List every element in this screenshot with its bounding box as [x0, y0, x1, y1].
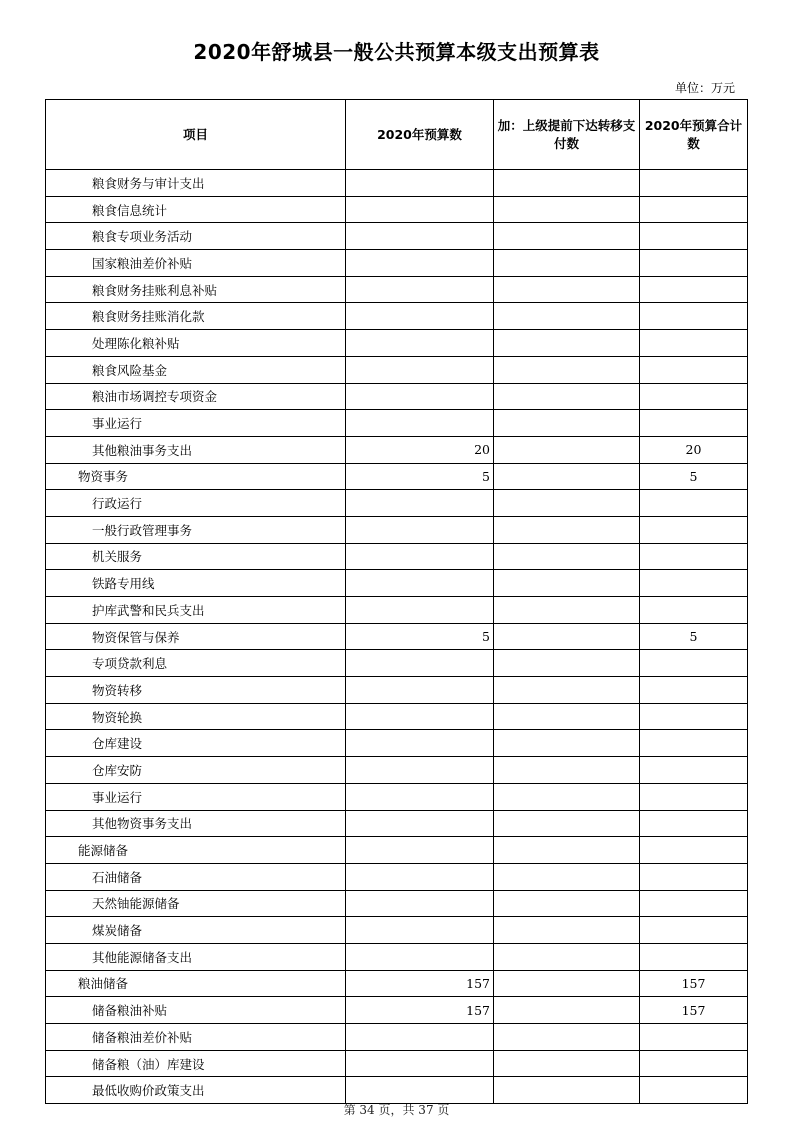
cell-item: 物资事务	[46, 463, 346, 490]
cell-budget	[346, 330, 494, 357]
cell-item: 事业运行	[46, 410, 346, 437]
cell-item: 天然铀能源储备	[46, 890, 346, 917]
cell-item: 最低收购价政策支出	[46, 1077, 346, 1104]
unit-label: 单位：万元	[674, 81, 735, 95]
cell-budget	[346, 650, 494, 677]
table-row	[46, 757, 748, 784]
cell-transfer	[494, 730, 640, 757]
cell-item: 护库武警和民兵支出	[46, 597, 346, 624]
table-row	[46, 463, 748, 490]
table-row	[46, 570, 748, 597]
cell-budget	[346, 196, 494, 223]
cell-item: 事业运行	[46, 783, 346, 810]
cell-total	[640, 410, 748, 437]
cell-transfer	[494, 1077, 640, 1104]
cell-budget: 157	[346, 970, 494, 997]
cell-budget	[346, 917, 494, 944]
cell-total	[640, 943, 748, 970]
cell-total	[640, 917, 748, 944]
table-row	[46, 516, 748, 543]
cell-budget	[346, 170, 494, 197]
cell-transfer	[494, 490, 640, 517]
cell-transfer	[494, 330, 640, 357]
budget-table	[45, 99, 748, 1104]
header-item: 项目	[46, 100, 346, 170]
cell-total: 20	[640, 436, 748, 463]
cell-item: 其他能源储备支出	[46, 943, 346, 970]
cell-total	[640, 383, 748, 410]
cell-total	[640, 757, 748, 784]
cell-budget	[346, 943, 494, 970]
cell-budget	[346, 890, 494, 917]
cell-budget: 20	[346, 436, 494, 463]
cell-transfer	[494, 863, 640, 890]
cell-budget	[346, 516, 494, 543]
cell-item: 能源储备	[46, 837, 346, 864]
cell-item: 仓库安防	[46, 757, 346, 784]
cell-budget	[346, 837, 494, 864]
cell-total	[640, 677, 748, 704]
cell-item: 储备粮油差价补贴	[46, 1024, 346, 1051]
cell-transfer	[494, 757, 640, 784]
cell-budget	[346, 783, 494, 810]
cell-total	[640, 490, 748, 517]
cell-budget	[346, 543, 494, 570]
header-budget: 2020年预算数	[346, 100, 494, 170]
cell-total	[640, 730, 748, 757]
table-row	[46, 890, 748, 917]
table-row	[46, 650, 748, 677]
table-row	[46, 330, 748, 357]
cell-transfer	[494, 1050, 640, 1077]
table-row	[46, 170, 748, 197]
table-row	[46, 1077, 748, 1104]
table-row	[46, 810, 748, 837]
cell-item: 粮食风险基金	[46, 356, 346, 383]
cell-budget	[346, 810, 494, 837]
cell-item: 物资转移	[46, 677, 346, 704]
cell-item: 物资轮换	[46, 703, 346, 730]
cell-transfer	[494, 650, 640, 677]
cell-transfer	[494, 543, 640, 570]
cell-item: 粮油市场调控专项资金	[46, 383, 346, 410]
cell-total	[640, 1077, 748, 1104]
cell-budget	[346, 383, 494, 410]
cell-item: 物资保管与保养	[46, 623, 346, 650]
cell-total	[640, 223, 748, 250]
cell-transfer	[494, 703, 640, 730]
cell-item: 粮食专项业务活动	[46, 223, 346, 250]
cell-item: 国家粮油差价补贴	[46, 250, 346, 277]
table-row	[46, 677, 748, 704]
cell-transfer	[494, 516, 640, 543]
cell-budget: 5	[346, 623, 494, 650]
cell-item: 仓库建设	[46, 730, 346, 757]
cell-budget: 5	[346, 463, 494, 490]
cell-budget	[346, 276, 494, 303]
cell-transfer	[494, 410, 640, 437]
cell-item: 粮食财务挂账消化款	[46, 303, 346, 330]
cell-total	[640, 810, 748, 837]
cell-item: 粮油储备	[46, 970, 346, 997]
cell-item: 储备粮（油）库建设	[46, 1050, 346, 1077]
cell-item: 处理陈化粮补贴	[46, 330, 346, 357]
cell-total	[640, 303, 748, 330]
cell-item: 一般行政管理事务	[46, 516, 346, 543]
cell-item: 其他粮油事务支出	[46, 436, 346, 463]
table-row	[46, 303, 748, 330]
table-row	[46, 970, 748, 997]
table-row	[46, 730, 748, 757]
cell-item: 粮食信息统计	[46, 196, 346, 223]
cell-transfer	[494, 783, 640, 810]
table-row	[46, 356, 748, 383]
cell-total	[640, 703, 748, 730]
cell-budget	[346, 1024, 494, 1051]
cell-transfer	[494, 623, 640, 650]
cell-total	[640, 250, 748, 277]
table-row	[46, 436, 748, 463]
cell-total	[640, 570, 748, 597]
table-row	[46, 223, 748, 250]
cell-total: 5	[640, 463, 748, 490]
cell-transfer	[494, 997, 640, 1024]
cell-item: 粮食财务与审计支出	[46, 170, 346, 197]
cell-item: 石油储备	[46, 863, 346, 890]
cell-total	[640, 783, 748, 810]
cell-total	[640, 356, 748, 383]
cell-budget	[346, 303, 494, 330]
cell-budget	[346, 223, 494, 250]
cell-transfer	[494, 570, 640, 597]
cell-total	[640, 837, 748, 864]
table-row	[46, 703, 748, 730]
header-total: 2020年预算合计数	[640, 100, 748, 170]
table-header-row	[46, 100, 748, 170]
cell-transfer	[494, 463, 640, 490]
table-row	[46, 276, 748, 303]
cell-transfer	[494, 196, 640, 223]
table-row	[46, 837, 748, 864]
table-row	[46, 250, 748, 277]
cell-item: 行政运行	[46, 490, 346, 517]
cell-budget	[346, 1050, 494, 1077]
cell-transfer	[494, 810, 640, 837]
cell-transfer	[494, 276, 640, 303]
table-row	[46, 997, 748, 1024]
cell-budget	[346, 570, 494, 597]
cell-budget	[346, 250, 494, 277]
page-number: 第 34 页，共 37 页	[343, 1103, 450, 1117]
cell-item: 其他物资事务支出	[46, 810, 346, 837]
cell-total	[640, 196, 748, 223]
cell-budget	[346, 757, 494, 784]
cell-total	[640, 330, 748, 357]
table-row	[46, 383, 748, 410]
header-transfer: 加：上级提前下达转移支付数	[494, 100, 640, 170]
cell-budget	[346, 863, 494, 890]
cell-transfer	[494, 383, 640, 410]
cell-budget	[346, 490, 494, 517]
cell-budget: 157	[346, 997, 494, 1024]
table-body	[46, 170, 748, 1104]
cell-budget	[346, 677, 494, 704]
cell-item: 铁路专用线	[46, 570, 346, 597]
cell-item: 专项贷款利息	[46, 650, 346, 677]
table-row	[46, 917, 748, 944]
table-row	[46, 783, 748, 810]
cell-transfer	[494, 837, 640, 864]
cell-budget	[346, 597, 494, 624]
cell-total	[640, 170, 748, 197]
cell-transfer	[494, 250, 640, 277]
cell-item: 粮食财务挂账利息补贴	[46, 276, 346, 303]
table-row	[46, 1024, 748, 1051]
table-row	[46, 196, 748, 223]
cell-total: 157	[640, 997, 748, 1024]
cell-transfer	[494, 356, 640, 383]
cell-total	[640, 1050, 748, 1077]
cell-budget	[346, 1077, 494, 1104]
cell-total	[640, 597, 748, 624]
cell-transfer	[494, 917, 640, 944]
cell-total	[640, 650, 748, 677]
cell-transfer	[494, 943, 640, 970]
cell-item: 机关服务	[46, 543, 346, 570]
cell-transfer	[494, 677, 640, 704]
cell-total	[640, 276, 748, 303]
table-row	[46, 863, 748, 890]
cell-budget	[346, 356, 494, 383]
cell-transfer	[494, 970, 640, 997]
cell-budget	[346, 410, 494, 437]
table-row	[46, 597, 748, 624]
cell-total	[640, 863, 748, 890]
cell-total	[640, 543, 748, 570]
cell-budget	[346, 703, 494, 730]
cell-transfer	[494, 223, 640, 250]
table-row	[46, 543, 748, 570]
table-row	[46, 1050, 748, 1077]
page-title: 2020年舒城县一般公共预算本级支出预算表	[193, 40, 600, 64]
cell-total	[640, 890, 748, 917]
cell-transfer	[494, 436, 640, 463]
cell-total	[640, 1024, 748, 1051]
cell-item: 储备粮油补贴	[46, 997, 346, 1024]
cell-total: 5	[640, 623, 748, 650]
cell-transfer	[494, 597, 640, 624]
cell-transfer	[494, 170, 640, 197]
table-row	[46, 943, 748, 970]
cell-transfer	[494, 890, 640, 917]
cell-total: 157	[640, 970, 748, 997]
cell-transfer	[494, 1024, 640, 1051]
table-row	[46, 410, 748, 437]
cell-total	[640, 516, 748, 543]
cell-item: 煤炭储备	[46, 917, 346, 944]
cell-budget	[346, 730, 494, 757]
table-row	[46, 623, 748, 650]
table-row	[46, 490, 748, 517]
cell-transfer	[494, 303, 640, 330]
